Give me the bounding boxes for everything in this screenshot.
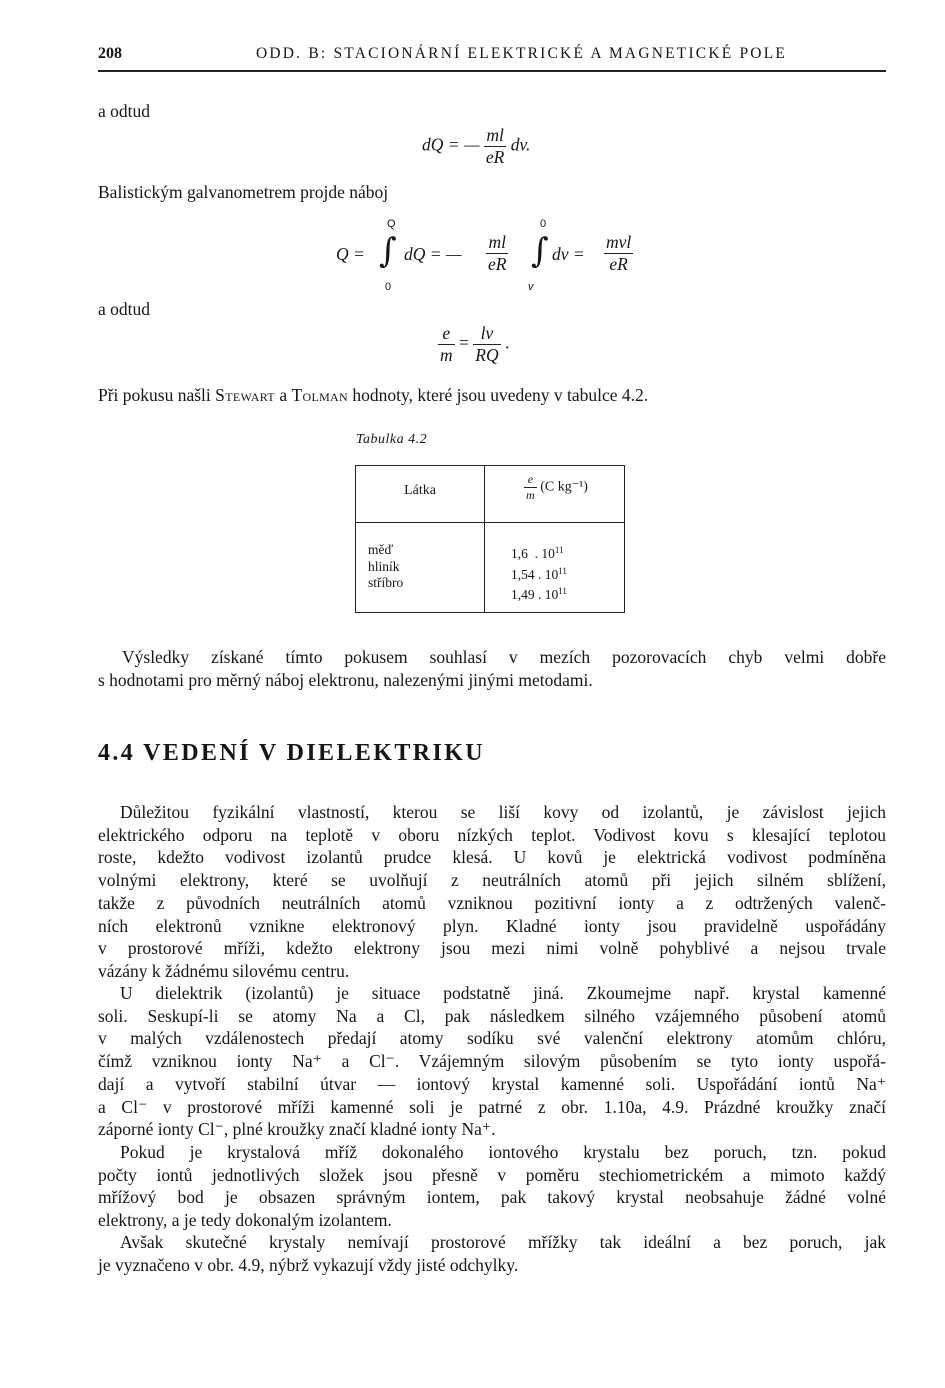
paragraph-line: je vyznačeno v obr. 4.9, nýbrž vykazují vždy jisté odchylky. [98,1254,519,1275]
table-cell-value [511,563,567,584]
eq3-frac2 [473,323,500,366]
text-a-odtud-1: a odtud [98,101,151,121]
eq2-int1-upper: Q [387,218,396,230]
integral-sign-2: ∫ [531,231,549,271]
paragraph-line: a Cl⁻ v prostorové mříži kamenné soli je patrné z obr. 1.10a, 4.9. Prázdné kroužky značí [98,1096,886,1117]
paragraph-1 [98,801,886,983]
eq3-frac1-num: e [442,323,451,343]
table-header-den: m [526,488,535,502]
paragraph-line: Výsledky získané tímto pokusem souhlasí v mezích pozorovacích chyb velmi dobře [122,647,886,667]
value-mantissa: 1,6 . [511,546,538,561]
paragraph-results [98,646,886,691]
experiment-post: hodnoty, které jsou uvedeny v tabulce 4.2. [352,385,649,405]
paragraph-line: v prostorové mříži, kdežto elektrony jsou mezi nimi volně pohyblivé a nejsou trvale [98,938,886,959]
eq2-frac2 [604,232,633,275]
table-column-values [511,542,567,604]
paragraph-line: dají a vytvoří stabilní útvar — iontový krystal kamenné soli. Uspořádání iontů Na⁺ [98,1073,886,1094]
integral-sign-1: ∫ [379,231,397,271]
table-column-materials [368,542,403,592]
eq2-int2-body: dv = [552,244,585,264]
eq3-frac2-num: lv [480,323,494,343]
table-vertical-rule [484,466,485,612]
paragraph-line: volnými elektrony, které se uvolňují z neutrálních atomů při jejich silném sblížení, [98,870,886,891]
table-cell-material: stříbro [368,575,404,590]
table-cell-material: měď [368,542,394,557]
experiment-mid: a [279,385,288,405]
value-mantissa: 1,54 . [511,566,542,582]
value-mantissa: 1,49 . [511,587,542,602]
value-base: 10 [544,566,559,582]
paragraph-line: s hodnotami pro měrný náboj elektronu, nalezenými jinými metodami. [98,669,593,690]
eq1-lhs: dQ = — [422,134,480,155]
equation-integral [336,218,656,294]
paragraph-line: U dielektrik (izolantů) je situace podstatně jiná. Zkoumejme např. krystal kamenné [120,983,886,1003]
section-title: 4.4 VEDENÍ V DIELEKTRIKU [98,740,486,766]
value-power: 11 [558,586,567,596]
eq2-frac1-den: eR [488,254,507,274]
paragraph-line: v malých vzdálenostech předají atomy sodíku své valenční elektrony atomům chlóru, [98,1028,886,1049]
text-a-odtud-2: a odtud [98,299,151,319]
paragraph-line: mřížový bod je obsazen správným iontem, pak takový krystal neobsahuje žádné volné [98,1187,886,1208]
value-base: 10 [541,546,555,561]
table-cell-value [511,542,567,563]
paragraph-line: elektrického odporu na teplotě v oboru nízkých teplot. Vodivost kovu s klesající teplotou [98,824,886,845]
table-header-fraction [524,472,537,503]
table-header-rule [356,522,624,523]
text-experiment [98,384,648,407]
eq2-frac2-den: eR [604,253,633,275]
table-header-value [486,472,626,503]
paragraph-line: Důležitou fyzikální vlastností, kterou se liší kovy od izolantů, je závislost jejich [120,802,886,822]
author-stewart: Stewart [215,385,275,405]
eq2-frac2-num: mvl [606,232,632,252]
paragraph-2 [98,982,886,1141]
table-cell-value [511,583,567,604]
equation-specific-charge [438,323,509,366]
eq2-frac1 [486,232,508,275]
eq2-int1-body: dQ = — [404,244,462,264]
paragraph-line: čímž vzniknou ionty Na⁺ a Cl⁻. Vzájemným silovým působením se tyto ionty uspořá- [98,1051,886,1072]
page-number: 208 [98,45,122,62]
paragraph-line: takže z původních neutrálních atomů vzniknou pozitivní ionty a z odtržených valenč- [98,892,886,913]
paragraph-4 [98,1231,886,1276]
paragraph-line: počty iontů jednotlivých složek jsou přesně v poměru stechiometrickém a mimoto každý [98,1164,886,1185]
paragraph-line: elektrony, a je tedy dokonalým izolantem. [98,1210,392,1231]
table-header-material: Látka [404,483,436,498]
eq3-frac1-den: m [440,345,453,365]
value-base: 10 [544,587,559,602]
value-power: 11 [558,565,567,576]
eq3-frac2-den: RQ [475,345,499,365]
table-header-num: e [527,472,534,486]
eq2-int2-upper: 0 [540,218,547,230]
equation-dq [422,125,530,168]
paragraph-line: Avšak skutečné krystaly nemívají prostorové mřížky tak ideální a bez poruch, jak [120,1232,886,1252]
experiment-pre: Při pokusu našli [98,385,211,405]
eq2-int2-lower: v [528,281,534,293]
eq1-fraction [484,125,506,168]
eq3-frac1 [438,323,455,366]
eq3-equals: = [459,332,469,353]
author-tolman: Tolman [291,385,348,405]
eq3-tail: . [504,332,510,353]
eq1-den: eR [485,147,505,167]
eq2-lhs: Q = [336,244,365,264]
header-rule [98,70,886,72]
table-header-unit: (C kg⁻¹) [540,479,588,495]
eq1-rhs: dv. [510,134,531,155]
paragraph-line: roste, kdežto vodivost izolantů prudce klesá. U kovů je elektrická vodivost podmíněna [98,847,886,868]
paragraph-line: soli. Seskupí-li se atomy Na a Cl, pak následkem silného vzájemného působení atomů [98,1005,886,1026]
paragraph-3 [98,1141,886,1232]
table-cell-material: hliník [368,558,400,574]
paragraph-line: Pokud je krystalová mříž dokonalého iontového krystalu bez poruch, tzn. pokud [120,1142,886,1162]
paragraph-line: ních elektronů vznikne elektronový plyn. Kladné ionty jsou pravidelně uspořádány [98,915,886,936]
text-balisticky: Balistickým galvanometrem projde náboj [98,182,389,202]
paragraph-line: vázány k žádnému silovému centru. [98,960,350,981]
value-power: 11 [554,545,564,555]
eq2-int1-lower: 0 [385,281,392,293]
table-caption: Tabulka 4.2 [356,432,428,447]
table-specific-charge [355,465,625,613]
paragraph-line: záporné ionty Cl⁻, plné kroužky značí kladné ionty Na⁺. [98,1119,496,1140]
eq2-frac1-num: ml [488,232,506,252]
running-title: ODD. B: STACIONÁRNÍ ELEKTRICKÉ A MAGNETICKÉ POLE [256,45,788,62]
eq1-num: ml [486,125,504,145]
